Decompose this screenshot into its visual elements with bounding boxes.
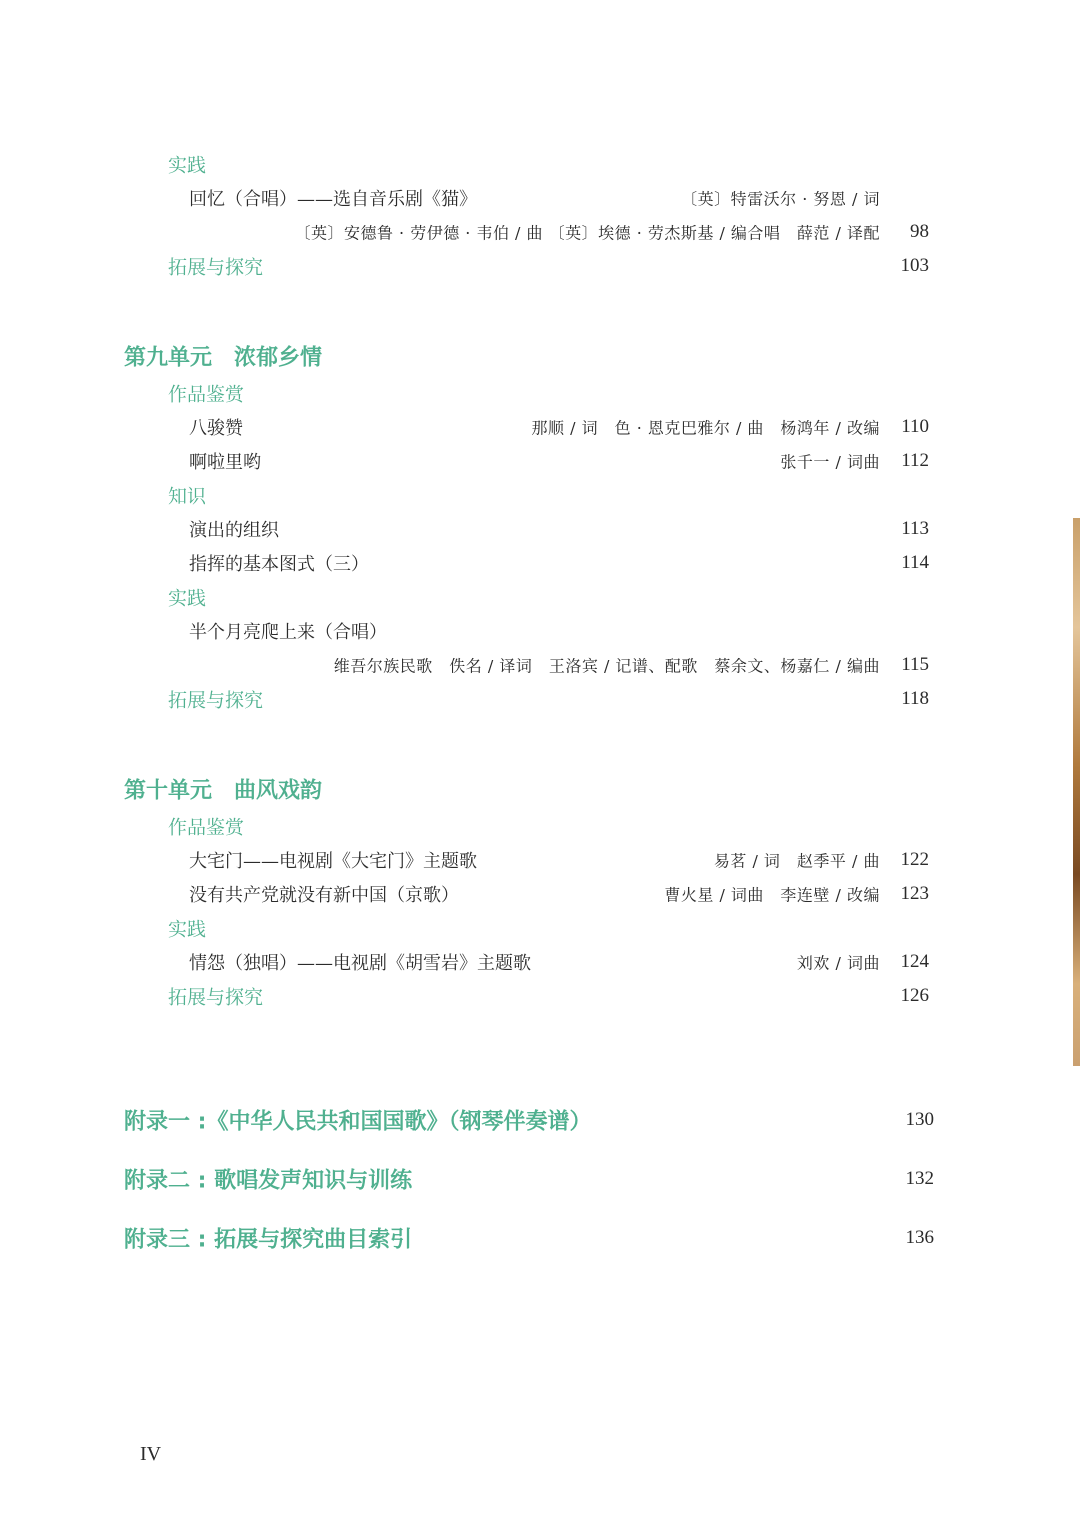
unit-10-heading[interactable] <box>0 772 1080 806</box>
appendix-page: 130 <box>905 1109 934 1130</box>
toc-entry-credit-row <box>0 648 1080 682</box>
toc-section-appreciation <box>0 809 1080 843</box>
entry-title: 指挥的基本图式（三） <box>189 554 369 575</box>
entry-credit: 易茗 / 词 赵季平 / 曲 <box>713 851 880 871</box>
section-label: 作品鉴赏 <box>168 816 245 839</box>
toc-section-practice <box>0 147 1080 181</box>
entry-title: 情怨（独唱）——电视剧《胡雪岩》主题歌 <box>189 953 531 974</box>
toc-entry-credit-row <box>0 215 1080 249</box>
section-label: 实践 <box>168 587 207 610</box>
entry-title: 没有共产党就没有新中国（京歌） <box>189 885 459 906</box>
appendix-page: 132 <box>905 1168 934 1189</box>
entry-page: 115 <box>901 654 929 675</box>
entry-title: 回忆（合唱）——选自音乐剧《猫》 <box>189 189 477 210</box>
section-label: 拓展与探究 <box>168 689 264 712</box>
toc-entry[interactable] <box>0 546 1080 580</box>
toc-section-explore[interactable] <box>0 979 1080 1013</box>
entry-credit: 刘欢 / 词曲 <box>796 953 880 973</box>
appendix-entry[interactable] <box>0 1221 1080 1255</box>
page-number: IV <box>140 1443 162 1465</box>
entry-page: 113 <box>901 518 929 539</box>
entry-title: 大宅门——电视剧《大宅门》主题歌 <box>189 851 477 872</box>
section-label: 实践 <box>168 154 207 177</box>
entry-title: 演出的组织 <box>189 520 279 541</box>
toc-entry[interactable] <box>0 843 1080 877</box>
unit-9-heading[interactable] <box>0 339 1080 373</box>
entry-page: 122 <box>900 849 929 870</box>
appendix-entry[interactable] <box>0 1103 1080 1137</box>
entry-page: 103 <box>900 255 929 276</box>
entry-page: 114 <box>901 552 929 573</box>
entry-page: 118 <box>901 688 929 709</box>
entry-page: 124 <box>900 951 929 972</box>
toc-entry[interactable] <box>0 512 1080 546</box>
appendix-entry[interactable] <box>0 1162 1080 1196</box>
toc-section-explore[interactable] <box>0 249 1080 283</box>
toc-section-knowledge <box>0 478 1080 512</box>
entry-title: 半个月亮爬上来（合唱） <box>189 622 387 643</box>
entry-title: 八骏赞 <box>189 418 243 439</box>
toc-section-appreciation <box>0 376 1080 410</box>
entry-page: 126 <box>900 985 929 1006</box>
appendix-title: 附录三 : 拓展与探究曲目索引 <box>124 1227 413 1253</box>
entry-credit: 〔英〕特雷沃尔 · 努恩 / 词 <box>681 189 880 209</box>
entry-credit: 张千一 / 词曲 <box>780 452 880 472</box>
appendix-title: 附录二 : 歌唱发声知识与训练 <box>124 1168 413 1194</box>
entry-page: 110 <box>901 416 929 437</box>
toc-entry[interactable] <box>0 444 1080 478</box>
toc-entry[interactable] <box>0 614 1080 648</box>
entry-page: 98 <box>910 221 929 242</box>
toc-entry[interactable] <box>0 181 1080 215</box>
entry-page: 112 <box>901 450 929 471</box>
entry-credit: 那顺 / 词 色 · 恩克巴雅尔 / 曲 杨鸿年 / 改编 <box>531 418 880 438</box>
entry-credit: 曹火星 / 词曲 李连壁 / 改编 <box>664 885 880 905</box>
appendix-title: 附录一 :《中华人民共和国国歌》（钢琴伴奏谱） <box>124 1109 592 1135</box>
entry-title: 啊啦里哟 <box>189 452 261 473</box>
toc-section-practice <box>0 911 1080 945</box>
unit-title: 第十单元 曲风戏韵 <box>124 778 323 804</box>
toc-entry[interactable] <box>0 877 1080 911</box>
unit-title: 第九单元 浓郁乡情 <box>124 345 323 371</box>
entry-credit: 〔英〕安德鲁 · 劳伊德 · 韦伯 / 曲 〔英〕埃德 · 劳杰斯基 / 编合唱 薛范 / 译配 <box>294 223 880 243</box>
toc-entry[interactable] <box>0 410 1080 444</box>
decorative-photo-edge <box>1073 518 1080 1066</box>
section-label: 知识 <box>168 485 207 508</box>
section-label: 作品鉴赏 <box>168 383 245 406</box>
appendix-page: 136 <box>905 1227 934 1248</box>
entry-credit: 维吾尔族民歌 佚名 / 译词 王洛宾 / 记谱、配歌 蔡余文、杨嘉仁 / 编曲 <box>333 656 880 676</box>
toc-entry[interactable] <box>0 945 1080 979</box>
entry-page: 123 <box>900 883 929 904</box>
toc-section-practice <box>0 580 1080 614</box>
section-label: 实践 <box>168 918 207 941</box>
section-label: 拓展与探究 <box>168 986 264 1009</box>
toc-section-explore[interactable] <box>0 682 1080 716</box>
section-label: 拓展与探究 <box>168 256 264 279</box>
